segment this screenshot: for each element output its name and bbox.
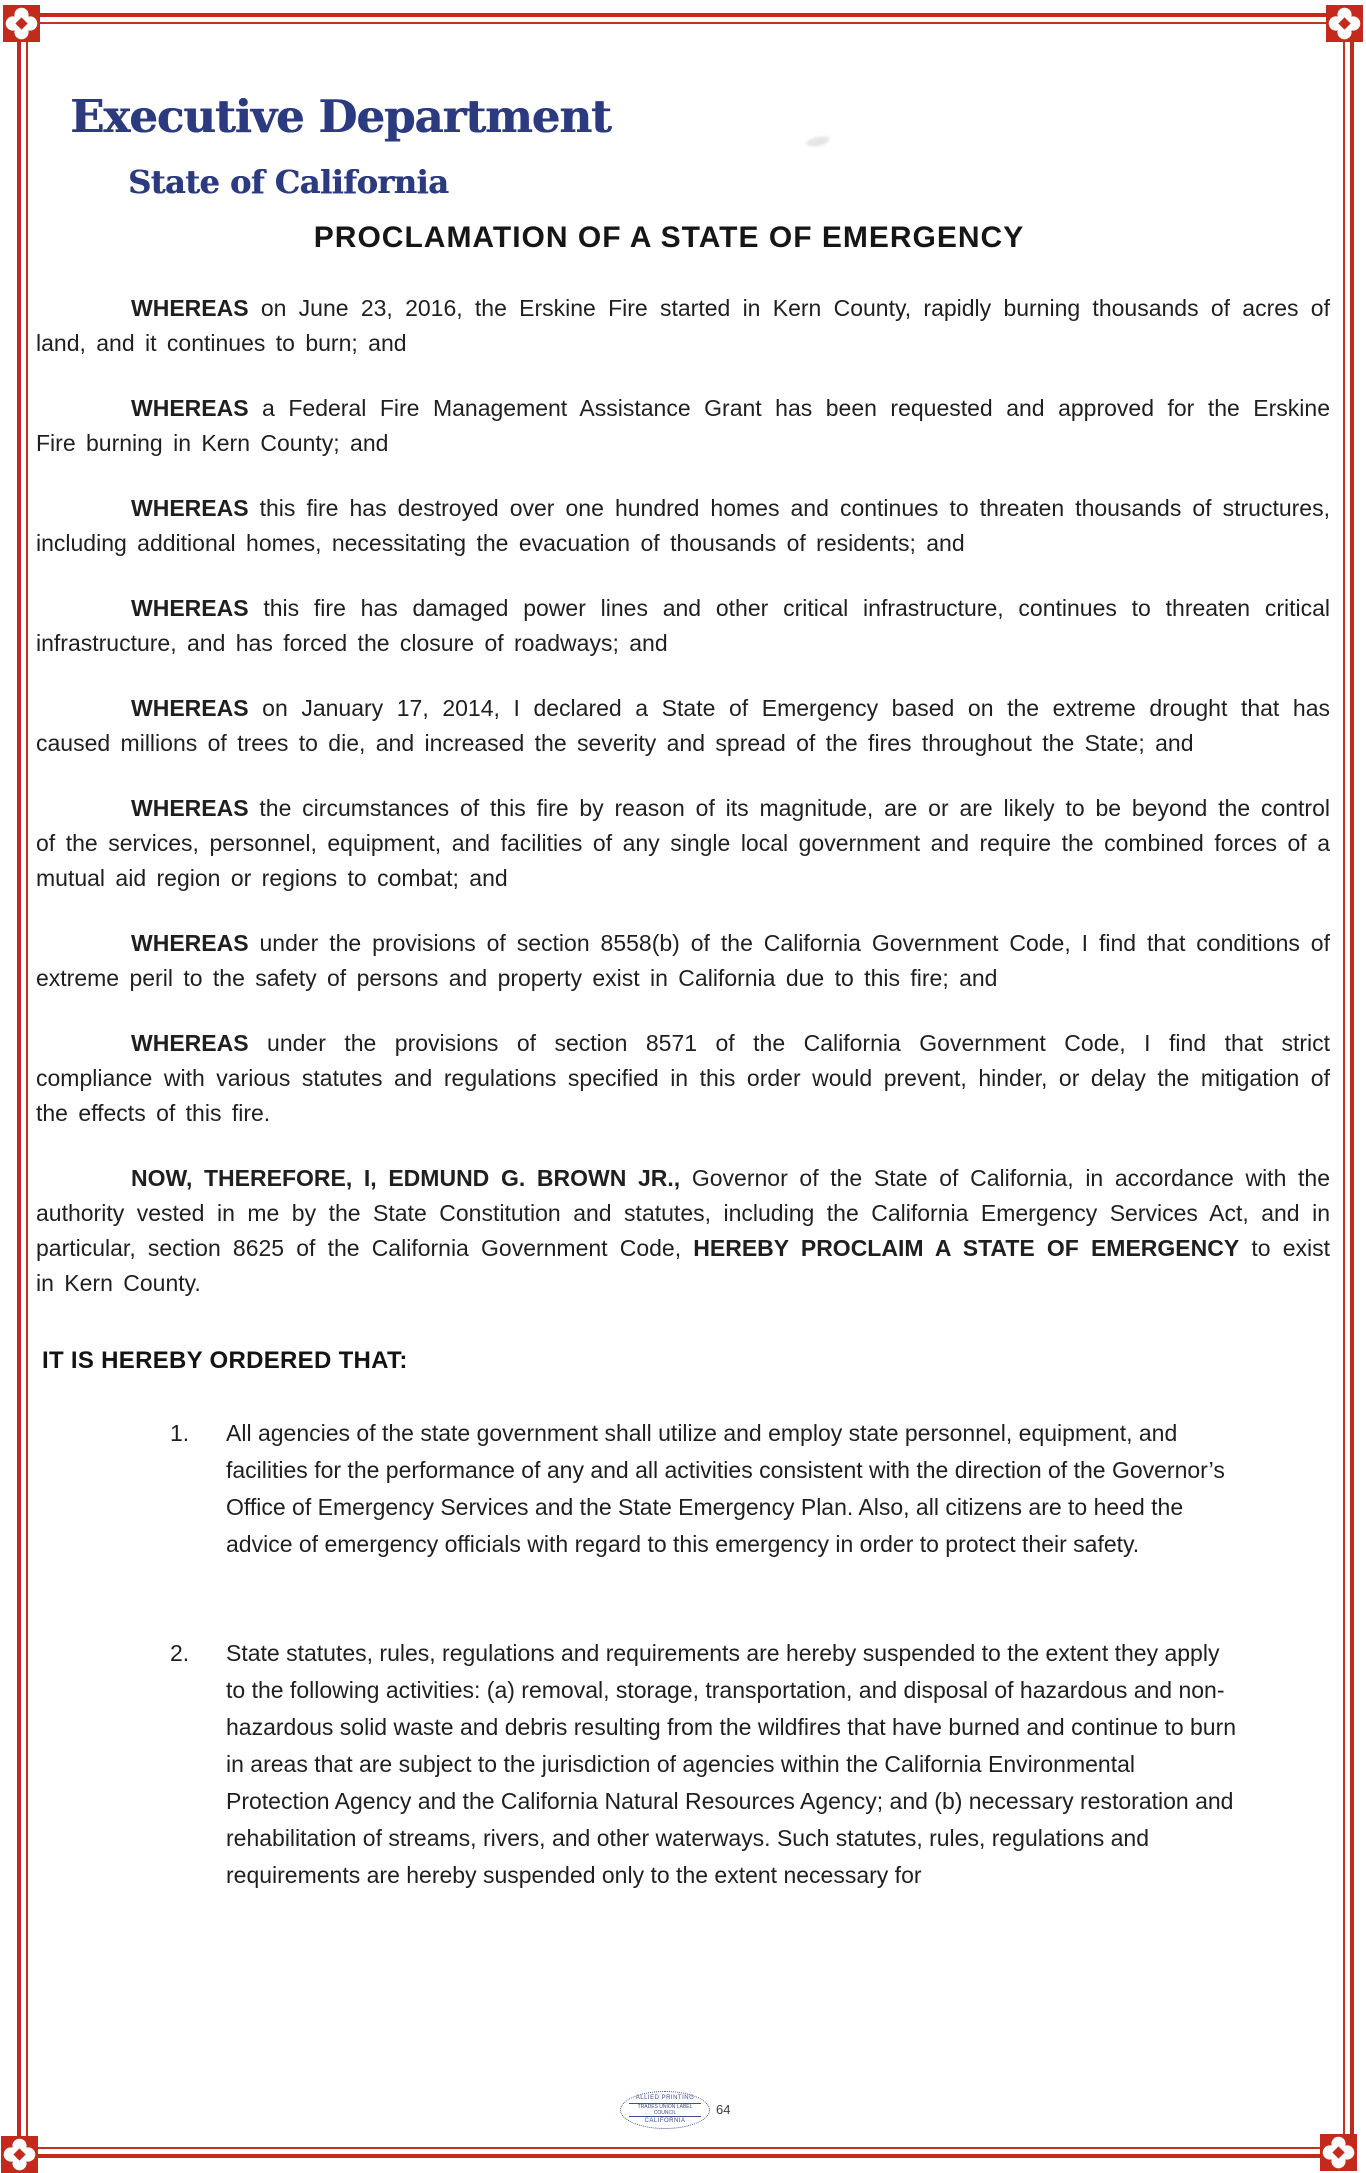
proclamation-paragraph xyxy=(36,491,1330,561)
ordered-item-text: State statutes, rules, regulations and requirements are hereby suspended to the extent they apply to the following activities: (a) removal, storage, transportation, and disposal of hazardous and non-hazardous solid waste and debris resulting from the wildfires that have burned and continue to burn in areas that are subject to the jurisdiction of agencies within the California Environmental Protection Agency and the California Natural Resources Agency; and (b) necessary restoration and rehabilitation of streams, rivers, and other waterways. Such statutes, rules, regulations and requirements are hereby suspended only to the extent necessary for xyxy=(226,1640,1237,1888)
paragraph-text: on January 17, 2014, I declared a State of Emergency based on the extreme drought that has caused millions of trees to die, and increased the severity and spread of the fires throughout the State; and xyxy=(36,695,1330,756)
ordered-item xyxy=(170,1415,1330,1563)
union-label-number: 64 xyxy=(716,2102,731,2117)
paragraph-lead-bold: WHEREAS xyxy=(131,595,249,621)
proclamation-paragraph xyxy=(36,791,1330,896)
paragraph-lead-bold: WHEREAS xyxy=(131,930,249,956)
document-body xyxy=(36,291,1330,1966)
paragraph-lead-bold: WHEREAS xyxy=(131,795,249,821)
paragraph-lead-bold: NOW, THEREFORE, I, EDMUND G. BROWN JR., xyxy=(131,1165,681,1191)
corner-quatrefoil-icon xyxy=(1320,2134,1357,2171)
union-label-text: TRADES UNION LABEL COUNCIL xyxy=(629,2103,701,2117)
paragraph-text: this fire has destroyed over one hundred homes and continues to threaten thousands of structures, including additional homes, necessitating the evacuation of thousands of residents; and xyxy=(36,495,1330,556)
union-label-oval xyxy=(620,2091,710,2129)
letterhead-executive-department: Executive Department xyxy=(70,90,611,143)
paragraph-lead-bold: WHEREAS xyxy=(131,295,249,321)
proclamation-paragraph xyxy=(36,926,1330,996)
ordered-item xyxy=(170,1635,1330,1894)
proclamation-paragraph xyxy=(36,1161,1330,1301)
ordered-heading: IT IS HEREBY ORDERED THAT: xyxy=(42,1347,408,1374)
paragraph-lead-bold: WHEREAS xyxy=(131,495,249,521)
proclamation-paragraph xyxy=(36,591,1330,661)
paragraph-lead-bold: WHEREAS xyxy=(131,395,249,421)
paragraph-text: to exist in Kern County. xyxy=(36,1235,1331,1296)
ordered-item-number: 1. xyxy=(170,1420,190,1446)
corner-quatrefoil-icon xyxy=(1,2136,38,2173)
scan-artifact xyxy=(805,135,830,149)
paragraph-text: a Federal Fire Management Assistance Grant has been requested and approved for the Erskine Fire burning in Kern County; and xyxy=(36,395,1330,456)
corner-quatrefoil-icon xyxy=(3,5,40,42)
letterhead-state-of-california: State of California xyxy=(128,163,449,201)
union-label-text: CALIFORNIA xyxy=(644,2118,686,2124)
paragraph-text: under the provisions of section 8558(b) of the California Government Code, I find that conditions of extreme peril to the safety of persons and property exist in California due to this fire; and xyxy=(36,930,1330,991)
whereas-paragraphs xyxy=(36,291,1330,1301)
proclamation-title: PROCLAMATION OF A STATE OF EMERGENCY xyxy=(313,221,1025,254)
paragraph-text: the circumstances of this fire by reason of its magnitude, are or are likely to be beyond the control of the services, personnel, equipment, and facilities of any single local government and require the combined forces of a mutual aid region or regions to combat; and xyxy=(36,795,1330,891)
paragraph-text: Governor of the State of California, in accordance with the authority vested in me by the State Constitution and statutes, including the California Emergency Services Act, and in particular, section 8625 of the California Government Code, xyxy=(36,1165,1331,1261)
corner-quatrefoil-icon xyxy=(1326,5,1363,42)
paragraph-lead-bold: HEREBY PROCLAIM A STATE OF EMERGENCY xyxy=(693,1235,1240,1261)
proclamation-paragraph xyxy=(36,391,1330,461)
proclamation-paragraph xyxy=(36,1026,1330,1131)
paragraph-text: on June 23, 2016, the Erskine Fire started in Kern County, rapidly burning thousands of acres of land, and it continues to burn; and xyxy=(36,295,1330,356)
paragraph-lead-bold: WHEREAS xyxy=(131,1030,249,1056)
paragraph-text: this fire has damaged power lines and other critical infrastructure, continues to threaten critical infrastructure, and has forced the closure of roadways; and xyxy=(36,595,1330,656)
proclamation-paragraph xyxy=(36,291,1330,361)
ordered-list xyxy=(36,1415,1330,1894)
proclamation-paragraph xyxy=(36,691,1330,761)
printers-union-label xyxy=(620,2091,710,2129)
paragraph-text: under the provisions of section 8571 of the California Government Code, I find that strict compliance with various statutes and regulations specified in this order would prevent, hinder, or delay the mitigation of the effects of this fire. xyxy=(36,1030,1330,1126)
ordered-item-number: 2. xyxy=(170,1640,190,1666)
union-label-text: ALLIED PRINTING xyxy=(635,2095,695,2101)
paragraph-lead-bold: WHEREAS xyxy=(131,695,249,721)
ordered-item-text: All agencies of the state government shall utilize and employ state personnel, equipment, and facilities for the performance of any and all activities consistent with the direction of the Governor’s Office of Emergency Services and the State Emergency Plan. Also, all citizens are to heed the advice of emergency officials with regard to this emergency in order to protect their safety. xyxy=(226,1420,1225,1557)
